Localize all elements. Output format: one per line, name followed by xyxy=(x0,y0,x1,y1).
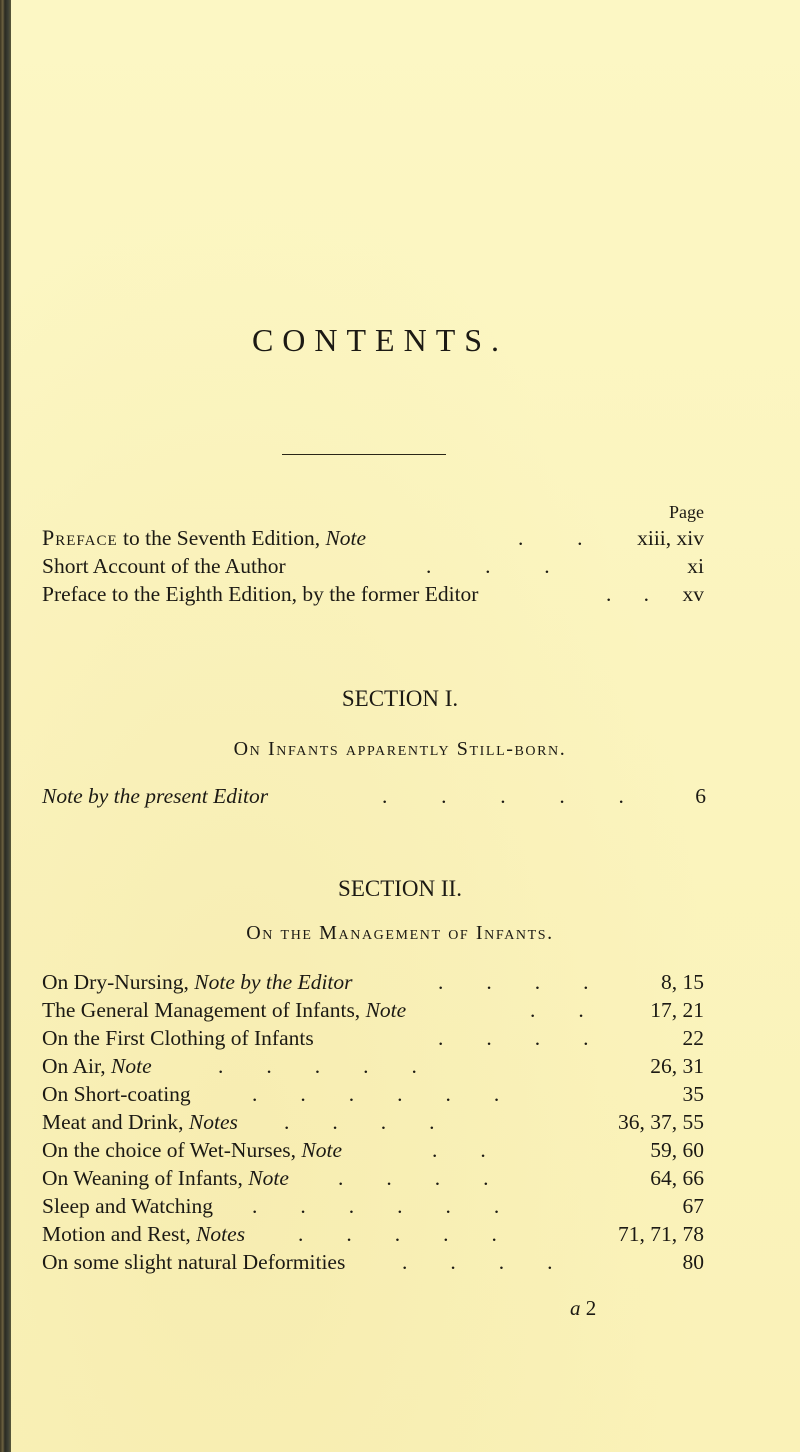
toc-entry-pages: xv xyxy=(682,582,704,606)
section-2-heading: SECTION II. xyxy=(338,876,462,901)
toc-entry-pages: 6 xyxy=(695,784,706,808)
note-marker: Note by the Editor xyxy=(194,970,353,994)
toc-entry-preface-eighth[interactable] xyxy=(42,580,704,608)
toc-entry-on-air[interactable] xyxy=(42,1052,704,1080)
toc-entry-pages: 67 xyxy=(682,1194,704,1218)
toc-entry-pages: 8, 15 xyxy=(661,970,704,994)
note-marker: Note xyxy=(325,526,367,550)
toc-entry-short-account[interactable] xyxy=(42,552,704,580)
toc-entry-label: On some slight natural Deformities xyxy=(42,1250,346,1274)
small-caps-word: Preface xyxy=(42,525,118,550)
note-marker: Note by the present Editor xyxy=(42,784,269,808)
title-divider-rule xyxy=(282,454,446,455)
toc-entry-pages: 80 xyxy=(682,1250,704,1274)
toc-entry-pages: 71, 71, 78 xyxy=(618,1222,704,1246)
toc-entry-first-clothing[interactable] xyxy=(42,1024,704,1052)
toc-entry-pages: 36, 37, 55 xyxy=(618,1110,704,1134)
dot-leader: . . . . xyxy=(438,970,589,994)
dot-leader: . . . . . . xyxy=(252,1194,500,1218)
toc-entry-natural-deformities[interactable] xyxy=(42,1248,704,1276)
toc-entry-short-coating[interactable] xyxy=(42,1080,704,1108)
note-marker: Notes xyxy=(188,1110,238,1134)
toc-entry-dry-nursing[interactable] xyxy=(42,968,704,996)
note-marker: Note xyxy=(365,998,407,1022)
toc-entry-label: Short Account of the Author xyxy=(42,554,286,578)
dot-leader: . . xyxy=(530,998,584,1022)
toc-entry-label: On the First Clothing of Infants xyxy=(42,1026,314,1050)
toc-entry-pages: 26, 31 xyxy=(650,1054,704,1078)
toc-entry-label: Meat and Drink, Notes xyxy=(42,1110,238,1134)
toc-entry-label xyxy=(42,782,268,810)
toc-entry-pages: 64, 66 xyxy=(650,1166,704,1190)
toc-entry-label: Motion and Rest, Notes xyxy=(42,1222,246,1246)
toc-entry-weaning[interactable] xyxy=(42,1164,704,1192)
note-marker: Note xyxy=(248,1166,289,1190)
note-marker: Note xyxy=(111,1054,152,1078)
dot-leader: . . . . . . xyxy=(252,1082,500,1106)
dot-leader: . . xyxy=(432,1138,486,1162)
toc-entry-label: On Short-coating xyxy=(42,1082,191,1106)
dot-leader: . . . . xyxy=(338,1166,489,1190)
toc-entry-pages: 17, 21 xyxy=(650,998,704,1022)
toc-entry-label: On Weaning of Infants, Note xyxy=(42,1166,289,1190)
dot-leader: . . . . . xyxy=(382,784,624,808)
toc-entry-meat-and-drink[interactable] xyxy=(42,1108,704,1136)
toc-entry-note-present-editor[interactable] xyxy=(42,782,704,810)
toc-entry-pages: 22 xyxy=(682,1026,704,1050)
signature-mark: a 2 xyxy=(570,1296,597,1320)
toc-entry-general-management[interactable] xyxy=(42,996,704,1024)
section-2-subtitle: On the Management of Infants. xyxy=(246,922,554,944)
dot-leader: . . . . xyxy=(438,1026,589,1050)
dot-leader: . . . . xyxy=(402,1250,553,1274)
dot-leader: . . xyxy=(518,526,583,550)
toc-entry-pages: 59, 60 xyxy=(650,1138,704,1162)
toc-entry-pages: xiii, xiv xyxy=(637,526,704,550)
toc-entry-label: The General Management of Infants, Note xyxy=(42,998,407,1022)
toc-entry-preface-seventh[interactable] xyxy=(42,524,704,552)
dot-leader: . . . xyxy=(426,554,550,578)
toc-entry-pages: 35 xyxy=(682,1082,704,1106)
toc-entry-label: On Dry-Nursing, Note by the Editor xyxy=(42,970,353,994)
note-marker: Notes xyxy=(196,1222,246,1246)
section-1-subtitle: On Infants apparently Still-born. xyxy=(233,738,567,760)
toc-entry-label: Preface to the Eighth Edition, by the former Editor xyxy=(42,582,479,606)
toc-entry-label: Sleep and Watching xyxy=(42,1194,214,1218)
toc-entry-pages: xi xyxy=(687,554,704,578)
dot-leader: . . . . . xyxy=(298,1222,497,1246)
dot-leader: . . . . . xyxy=(218,1054,417,1078)
page-title: CONTENTS. xyxy=(251,322,509,358)
dot-leader: . . . . xyxy=(284,1110,435,1134)
toc-entry-wet-nurses[interactable] xyxy=(42,1136,704,1164)
section-1-heading: SECTION I. xyxy=(341,686,459,711)
note-marker: Note xyxy=(301,1138,342,1162)
toc-entry-label: On Air, Note xyxy=(42,1054,152,1078)
toc-entry-motion-and-rest[interactable] xyxy=(42,1220,704,1248)
toc-entry-label: Preface to the Seventh Edition, Note xyxy=(42,525,367,550)
book-binding-edge xyxy=(0,0,11,1452)
page-column-header: Page xyxy=(669,502,704,522)
toc-entry-label: On the choice of Wet-Nurses, Note xyxy=(42,1138,342,1162)
dot-leader: . . xyxy=(606,582,649,606)
toc-entry-sleep-and-watching[interactable] xyxy=(42,1192,704,1220)
